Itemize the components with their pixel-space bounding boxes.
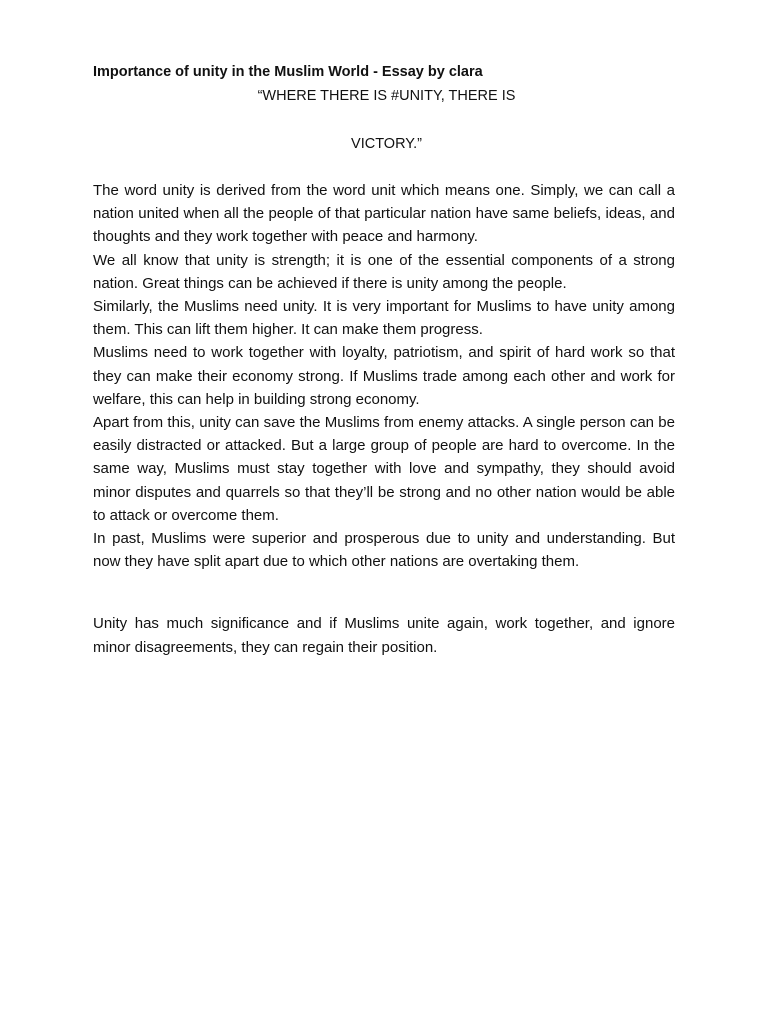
essay-body bbox=[93, 179, 675, 659]
paragraph-conclusion: Unity has much significance and if Muslims unite again, work together, and ignore minor disagreements, they can regain their position. bbox=[93, 615, 675, 656]
essay-title: Importance of unity in the Muslim World - Essay by clara bbox=[93, 64, 483, 80]
quote-line-2: VICTORY.” bbox=[351, 136, 422, 152]
paragraph-strength: We all know that unity is strength; it is one of the essential components of a strong nation. Great things can be achieved if there is unity among the people. bbox=[93, 251, 675, 292]
paragraph-economy: Muslims need to work together with loyalty, patriotism, and spirit of hard work so that they can make their economy strong. If Muslims trade among each other and work for welfare, this can help in building strong economy. bbox=[93, 344, 675, 408]
quote-line-1: “WHERE THERE IS #UNITY, THERE IS bbox=[257, 88, 516, 104]
paragraph-definition: The word unity is derived from the word unit which means one. Simply, we can call a nation united when all the people of that particular nation have same beliefs, ideas, and thoughts and they work together with peace and harmony. bbox=[93, 182, 675, 246]
paragraph-enemy-attacks: Apart from this, unity can save the Muslims from enemy attacks. A single person can be easily distracted or attacked. But a large group of people are hard to overcome. In the same way, Muslims must stay together with love and sympathy, they should avoid minor disputes and quarrels so that they’ll be strong and no other nation would be able to attack or overcome them. bbox=[93, 414, 675, 524]
paragraph-muslims-need-unity: Similarly, the Muslims need unity. It is very important for Muslims to have unity among them. This can lift them higher. It can make them progress. bbox=[93, 298, 675, 339]
paragraph-past: In past, Muslims were superior and prosperous due to unity and understanding. But now they have split apart due to which other nations are overtaking them. bbox=[93, 530, 675, 571]
